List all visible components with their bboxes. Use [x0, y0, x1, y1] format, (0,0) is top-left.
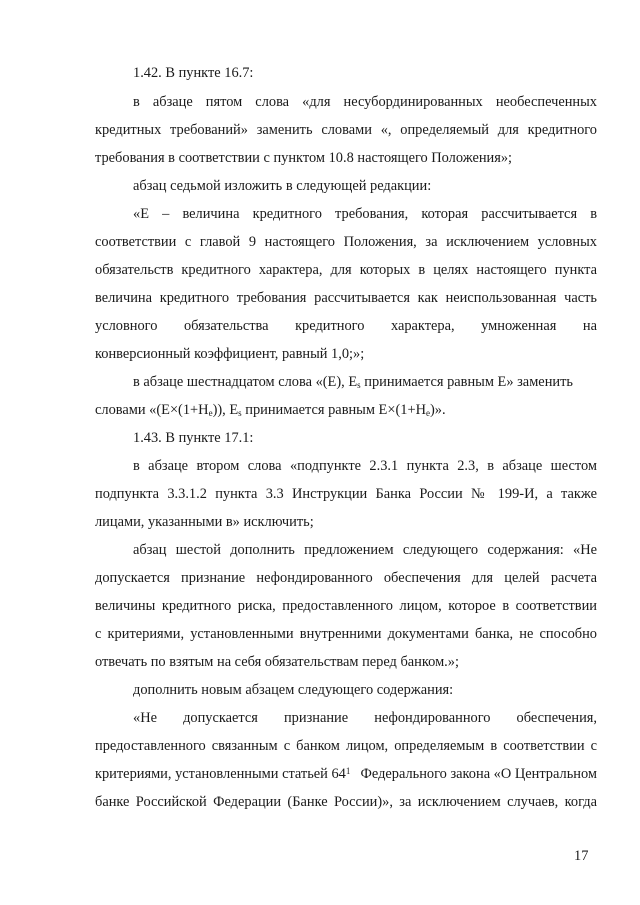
para-line: «E – величина кредитного требования, которая рассчитывается в [133, 206, 597, 222]
para-line: требования в соответствии с пунктом 10.8 настоящего Положения»; [95, 150, 513, 166]
para-line: дополнить новым абзацем следующего содержания: [133, 682, 454, 698]
superscript: 1 [345, 766, 351, 776]
para-line: подпункта 3.3.1.2 пункта 3.3 Инструкции Банка России № 199-И, а также [95, 486, 597, 502]
subscript: s [238, 408, 242, 418]
para-line: абзац шестой дополнить предложением следующего содержания: «Не [133, 542, 597, 558]
para-line: предоставленного связанным с банком лицом, определяемым в соответствии с [95, 738, 597, 754]
section-heading-1-42: 1.42. В пункте 16.7: [133, 65, 254, 81]
para-line: кредитных требований» заменить словами «, определяемый для кредитного [95, 122, 597, 138]
para-line: лицами, указанными в» исключить; [95, 514, 314, 530]
para-line-footnote-ref [95, 765, 597, 783]
para-line: допускается признание нефондированного обеспечения для целей расчета [95, 570, 597, 586]
section-heading-1-43: 1.43. В пункте 17.1: [133, 430, 254, 446]
para-line: обязательств кредитного характера, для которых в целях настоящего пункта [95, 262, 597, 278]
para-line: банке Российской Федерации (Банке России)», за исключением случаев, когда [95, 794, 597, 810]
para-line: соответствии с главой 9 настоящего Положения, за исключением условных [95, 234, 597, 250]
text-part: Федерального закона «О Центральном [360, 766, 597, 782]
para-line: «Не допускается признание нефондированного обеспечения, [133, 710, 597, 726]
para-line: условного обязательства кредитного характера, умноженная на [95, 318, 597, 334]
para-line-formula: словами «$(E\times(1+H_e))$, $E_s$ принимается равным $E\times(1+H_e)$». [95, 402, 446, 418]
para-line: абзац седьмой изложить в следующей редакции: [133, 178, 432, 194]
para-line: в абзаце пятом слова «для несубординированных необеспеченных [133, 94, 597, 110]
para-line: отвечать по взятым на себя обязательствам перед банком.»; [95, 654, 459, 670]
para-line: в абзаце втором слова «подпункте 2.3.1 пункта 2.3, в абзаце шестом [133, 458, 597, 474]
text-part: критериями, установленными статьей $64^1$ [95, 766, 351, 782]
subscript: s [357, 380, 361, 390]
subscript: e [208, 408, 213, 418]
para-line: с критериями, установленными внутренними документами банка, не способно [95, 626, 597, 642]
para-line: величина кредитного требования рассчитывается как неиспользованная часть [95, 290, 597, 306]
subscript: e [425, 408, 430, 418]
page-number: 17 [574, 848, 589, 864]
para-line: величины кредитного риска, предоставленного лицом, которое в соответствии [95, 598, 597, 614]
para-line: конверсионный коэффициент, равный 1,0;»; [95, 346, 365, 362]
para-line-formula [133, 373, 597, 391]
formula-text: в абзаце шестнадцатом слова «(E), $E_s$ принимается равным E» заменить [133, 374, 573, 390]
